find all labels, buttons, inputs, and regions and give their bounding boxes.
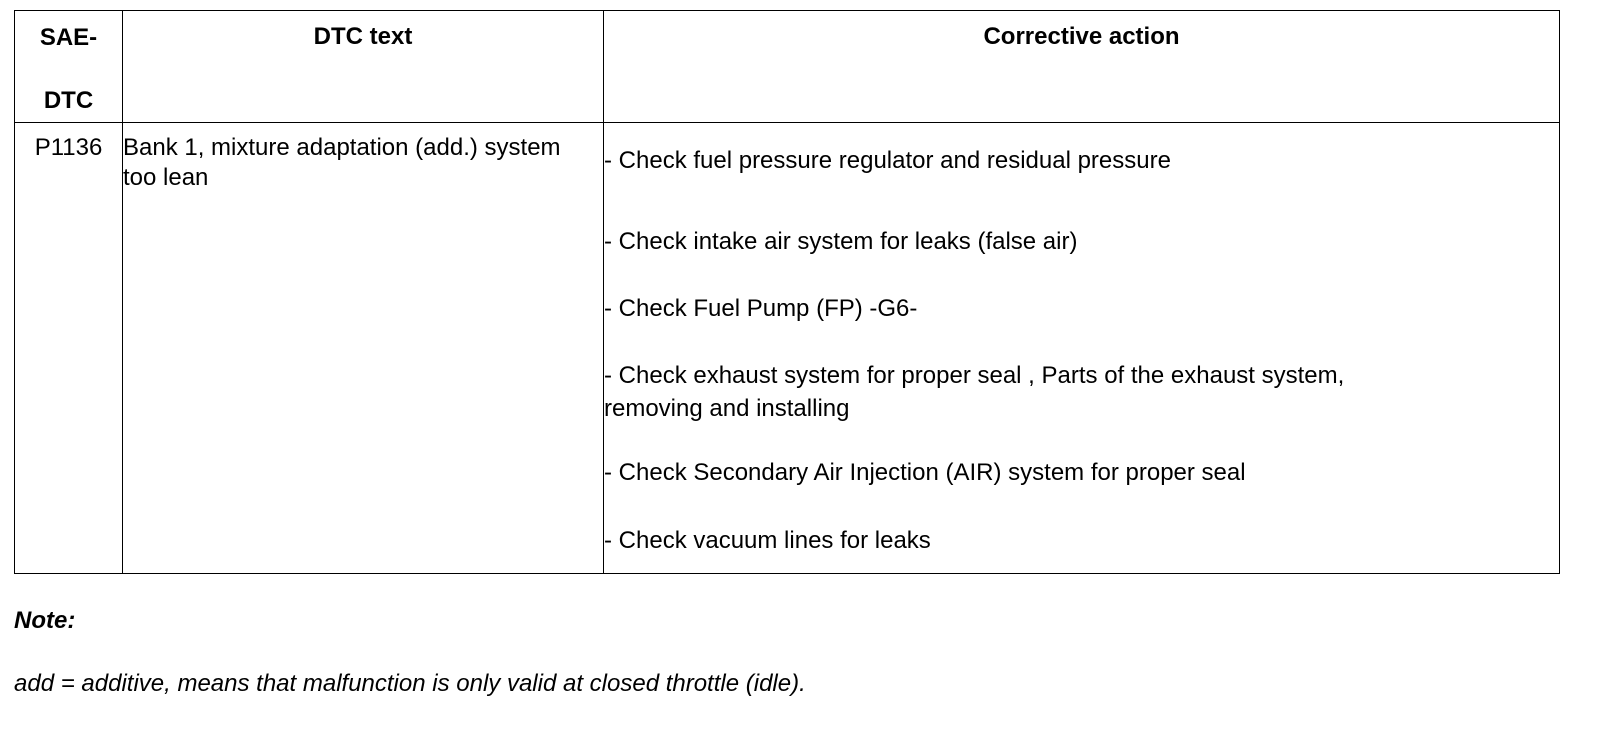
- note-text: add = additive, means that malfunction is only valid at closed throttle (idle).: [14, 670, 806, 697]
- dtc-code: P1136: [34, 134, 103, 161]
- corrective-action-item: - Check fuel pressure regulator and residual pressure: [604, 147, 1171, 174]
- corrective-action-item: - Check vacuum lines for leaks: [604, 527, 931, 554]
- dtc-table: [14, 10, 1560, 574]
- header-corrective-action-label: Corrective action: [983, 23, 1180, 50]
- dtc-code-cell: [15, 123, 123, 574]
- corrective-action-item: - Check exhaust system for proper seal , Parts of the exhaust system, removing and installing: [604, 362, 1345, 422]
- corrective-action-item: - Check Secondary Air Injection (AIR) system for proper seal: [604, 459, 1246, 486]
- corrective-actions-cell: [604, 123, 1560, 574]
- table-row: [15, 123, 1560, 574]
- corrective-actions-list: [604, 123, 1559, 573]
- table-header-row: [15, 11, 1560, 123]
- dtc-text-cell: [123, 123, 604, 574]
- header-dtc-text-label: DTC text: [313, 23, 413, 50]
- header-corrective-action: [604, 11, 1560, 123]
- corrective-action-item: - Check Fuel Pump (FP) -G6-: [604, 295, 918, 322]
- dtc-description: Bank 1, mixture adaptation (add.) system too lean: [123, 134, 561, 191]
- header-dtc-text: [123, 11, 604, 123]
- header-sae-line1: SAE-: [39, 24, 98, 51]
- header-sae-line2: DTC: [43, 87, 94, 114]
- corrective-action-item: - Check intake air system for leaks (false air): [604, 228, 1078, 255]
- header-sae-dtc: [15, 11, 123, 123]
- note-label: Note:: [14, 607, 76, 634]
